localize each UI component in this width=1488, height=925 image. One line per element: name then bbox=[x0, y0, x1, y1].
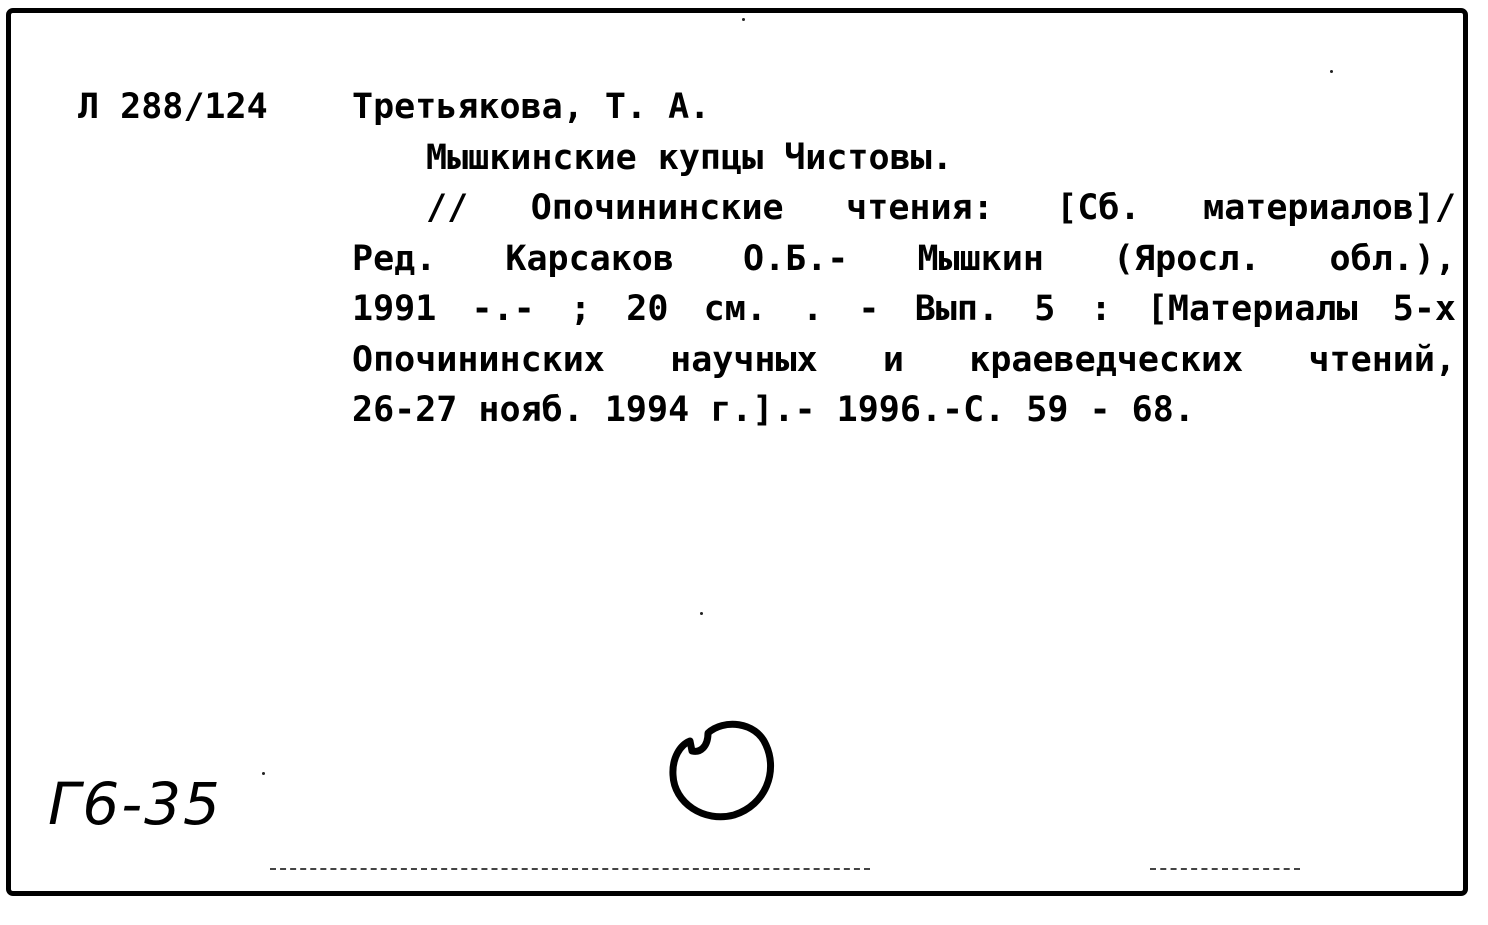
source-line-2: Ред. Карсаков О.Б.- Мышкин (Яросл. обл.), bbox=[352, 238, 1456, 279]
title-line: Мышкинские купцы Чистовы. bbox=[426, 137, 953, 178]
speck bbox=[1330, 70, 1333, 73]
source-line-3: 1991 -.- ; 20 см. . - Вып. 5 : [Материалы 5-х bbox=[352, 289, 1456, 329]
source-line-4: Опочининских научных и краеведческих чтений, bbox=[352, 339, 1456, 380]
bibliographic-record bbox=[352, 82, 1456, 436]
punch-hole-icon bbox=[668, 713, 780, 825]
source-line-5: 26-27 нояб. 1994 г.].- 1996.-С. 59 - 68. bbox=[352, 390, 1195, 430]
call-number: Л 288/124 bbox=[78, 87, 268, 127]
author-line: Третьякова, Т. А. bbox=[352, 87, 711, 127]
bottom-dashed-rule bbox=[270, 868, 870, 870]
speck bbox=[262, 772, 265, 775]
bottom-dashed-rule-right bbox=[1150, 868, 1300, 870]
speck bbox=[742, 18, 745, 21]
speck bbox=[700, 612, 703, 615]
source-line-1: // Опочининские чтения: [Сб. материалов]/ bbox=[426, 188, 1456, 228]
handwritten-shelf-code: Г6-35 bbox=[48, 770, 222, 838]
